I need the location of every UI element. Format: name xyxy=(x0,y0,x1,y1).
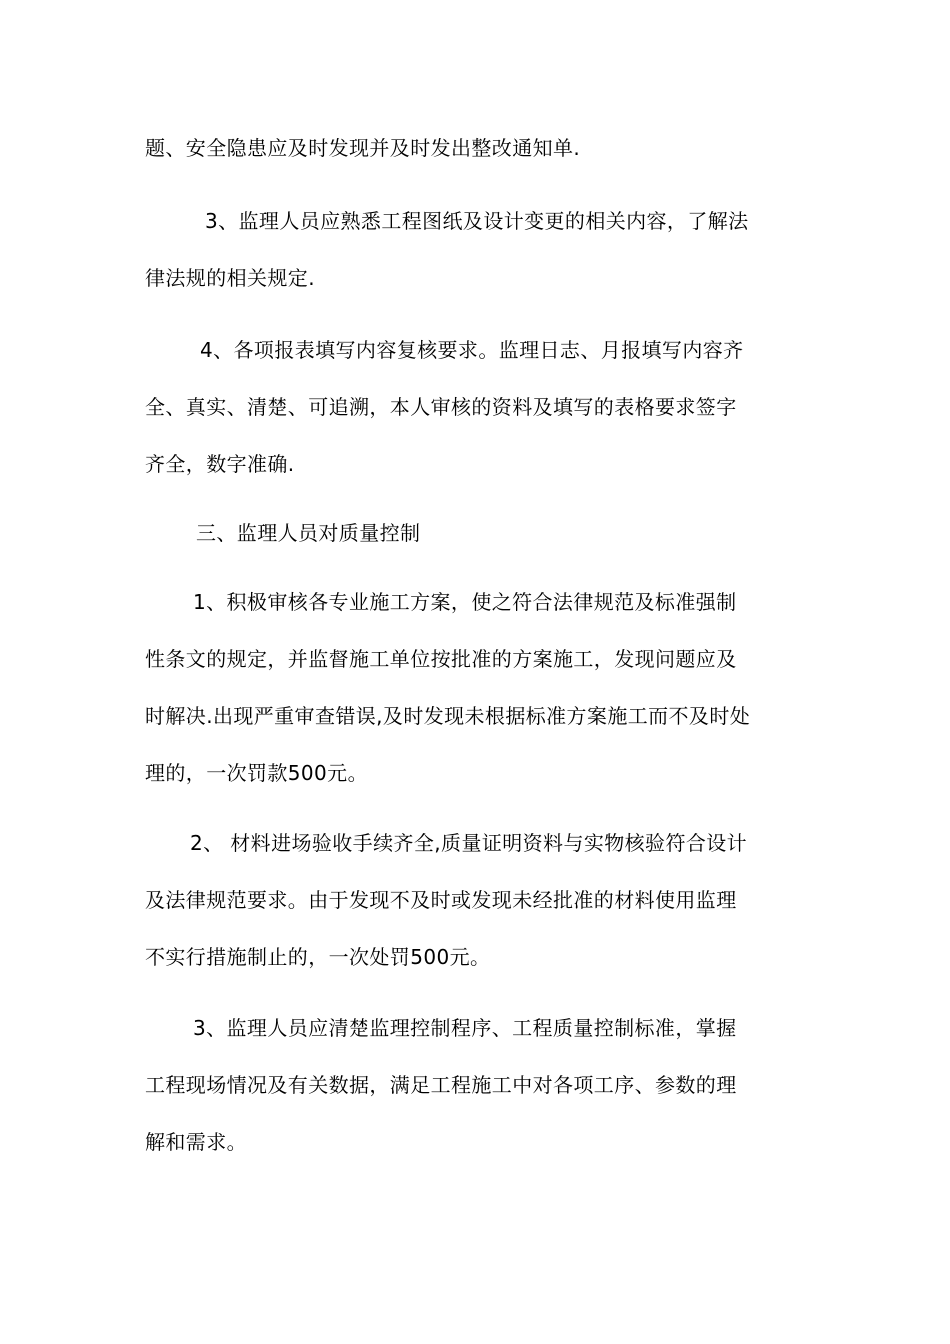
text-line: 齐全，数字准确. xyxy=(145,452,295,476)
text-line: 理的，一次罚款500元。 xyxy=(145,761,368,785)
text-line: 性条文的规定，并监督施工单位按批准的方案施工，发现问题应及 xyxy=(145,647,737,671)
text-line: 3、监理人员应清楚监理控制程序、工程质量控制标准，掌握 xyxy=(193,1016,737,1040)
text-line: 及法律规范要求。由于发现不及时或发现未经批准的材料使用监理 xyxy=(145,888,737,912)
section-heading: 三、监理人员对质量控制 xyxy=(196,521,421,545)
text-line: 2、 材料进场验收手续齐全,质量证明资料与实物核验符合设计 xyxy=(190,831,748,855)
text-line: 4、各项报表填写内容复核要求。监理日志、月报填写内容齐 xyxy=(200,338,744,362)
text-line: 律法规的相关规定. xyxy=(145,266,315,290)
text-line: 不实行措施制止的，一次处罚500元。 xyxy=(145,945,491,969)
text-line: 全、真实、清楚、可追溯，本人审核的资料及填写的表格要求签字 xyxy=(145,395,737,419)
text-line: 工程现场情况及有关数据，满足工程施工中对各项工序、参数的理 xyxy=(145,1073,737,1097)
text-line: 题、安全隐患应及时发现并及时发出整改通知单. xyxy=(145,136,581,160)
text-line: 时解决.出现严重审查错误,及时发现未根据标准方案施工而不及时处 xyxy=(145,704,751,728)
text-line: 3、监理人员应熟悉工程图纸及设计变更的相关内容，了解法 xyxy=(205,209,749,233)
text-line: 解和需求。 xyxy=(145,1130,247,1154)
text-line: 1、积极审核各专业施工方案，使之符合法律规范及标准强制 xyxy=(193,590,737,614)
